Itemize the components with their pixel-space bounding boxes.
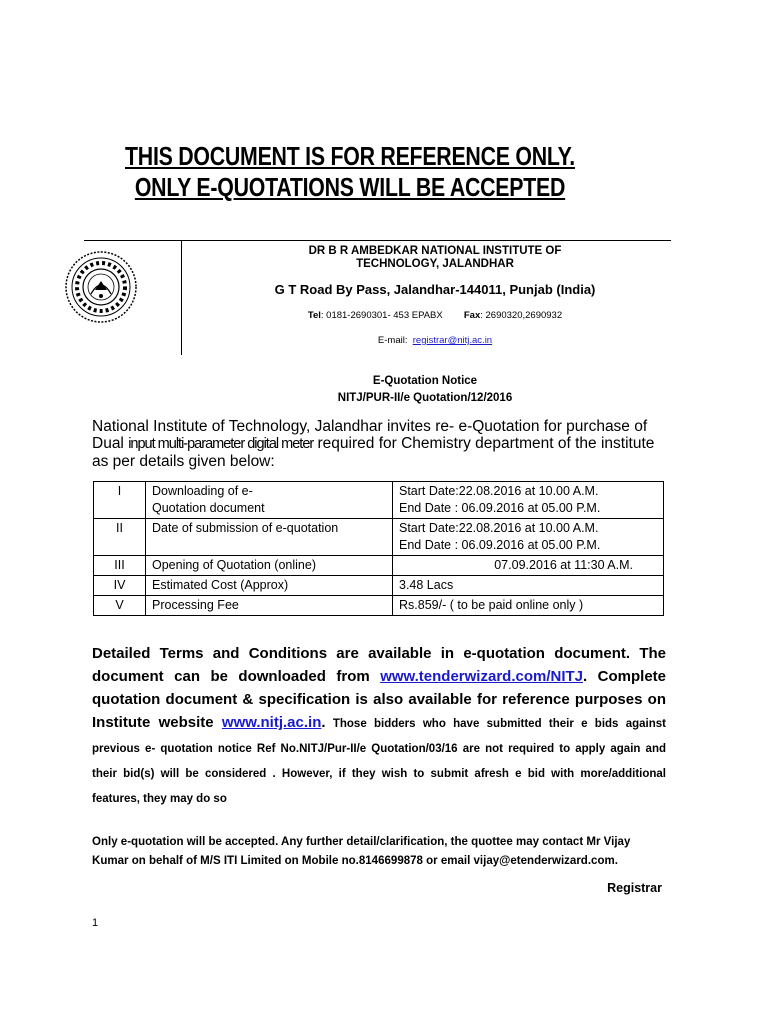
terms-text1: Detailed Terms and Conditions are available in e-quotation document. The document can be downloaded from (92, 645, 666, 685)
row-detail: 07.09.2016 at 11:30 A.M. (393, 556, 664, 576)
fax-label: Fax (463, 310, 481, 321)
row-activity: Downloading of e- Quotation document (146, 482, 393, 519)
intro-part3: required for Chemistry department of the institute as per (92, 435, 655, 470)
row-activity: Estimated Cost (Approx) (146, 576, 393, 596)
nitj-website-link[interactable]: www.nitj.ac.in (221, 714, 322, 731)
intro-part4: details given below: (139, 453, 275, 470)
row-detail: Rs.859/- ( to be paid online only ) (393, 596, 664, 616)
reference-warning-line2: ONLY E-QUOTATIONS WILL BE ACCEPTED (134, 172, 566, 202)
tel-label: Tel (307, 310, 321, 321)
tenderwizard-link[interactable]: www.tenderwizard.com/NITJ (380, 668, 584, 685)
institute-name-line1: DR B R AMBEDKAR NATIONAL INSTITUTE OF (308, 245, 562, 257)
contact-note: Only e-quotation will be accepted. Any further detail/clarification, the quottee may contact Mr Vijay Kumar on behalf of M/S ITI Limited on Mobile no.8146699878 or email vijay@etenderwizard.com. (92, 834, 631, 867)
terms-paragraph (92, 642, 666, 811)
row-number: I (94, 482, 146, 519)
email-label: E-mail: (377, 335, 408, 346)
row-number: V (94, 596, 146, 616)
row-activity: Date of submission of e-quotation (146, 519, 393, 556)
table-row (94, 482, 664, 519)
row-detail-end: End Date : 06.09.2016 at 05.00 P.M. (399, 538, 601, 552)
quotation-schedule-table (93, 481, 664, 616)
terms-text2: . Complete quotation document & specification is also available for reference purposes on Institute website (92, 668, 666, 731)
table-row (94, 596, 664, 616)
row-detail (393, 519, 664, 556)
row-activity: Processing Fee (146, 596, 393, 616)
page-number: 1 (92, 917, 99, 929)
row-detail-start: Start Date:22.08.2016 at 10.00 A.M. (399, 521, 599, 535)
terms-text3: . (321, 714, 326, 731)
row-detail: 3.48 Lacs (393, 576, 664, 596)
table-row (94, 556, 664, 576)
tel-value: : 0181-2690301- 453 EPABX (320, 310, 443, 321)
intro-paragraph (92, 418, 666, 470)
row-number: II (94, 519, 146, 556)
fax-value: : 2690320,2690932 (480, 310, 563, 321)
institute-name-line2: TECHNOLOGY, JALANDHAR (356, 258, 514, 270)
registrar-signature: Registrar (607, 881, 662, 895)
contact-phone-fax (200, 310, 670, 321)
intro-item-name: input multi-parameter digital meter (128, 436, 314, 452)
contact-email (200, 335, 670, 346)
row-detail-end: End Date : 06.09.2016 at 05.00 P.M. (399, 501, 601, 515)
institute-address: G T Road By Pass, Jalandhar-144011, Punjab (India) (274, 282, 596, 297)
intro-part1: National Institute of Technology, Jalandhar invites re- e-Quotation for purchase of Dual (92, 418, 648, 452)
table-row (94, 576, 664, 596)
terms-previous-bidders-note: Those bidders who have submitted their e bids against previous e- quotation notice Ref No.NITJ/Pur-II/e Quotation/03/16 are not required to apply again and their bid(s) will be considered . However, if they wish to submit afresh e bid with more/additional features, they may do so (92, 718, 667, 805)
institute-logo (64, 250, 138, 324)
email-link[interactable]: registrar@nitj.ac.in (412, 335, 493, 346)
row-number: IV (94, 576, 146, 596)
table-row (94, 519, 664, 556)
row-activity: Opening of Quotation (online) (146, 556, 393, 576)
notice-reference: NITJ/PUR-II/e Quotation/12/2016 (337, 392, 513, 404)
header-rule (84, 240, 671, 241)
header-divider (181, 240, 182, 355)
row-number: III (94, 556, 146, 576)
reference-warning-line1: THIS DOCUMENT IS FOR REFERENCE ONLY. (125, 141, 575, 171)
row-detail (393, 482, 664, 519)
row-detail-start: Start Date:22.08.2016 at 10.00 A.M. (399, 484, 599, 498)
notice-title: E-Quotation Notice (372, 375, 478, 387)
